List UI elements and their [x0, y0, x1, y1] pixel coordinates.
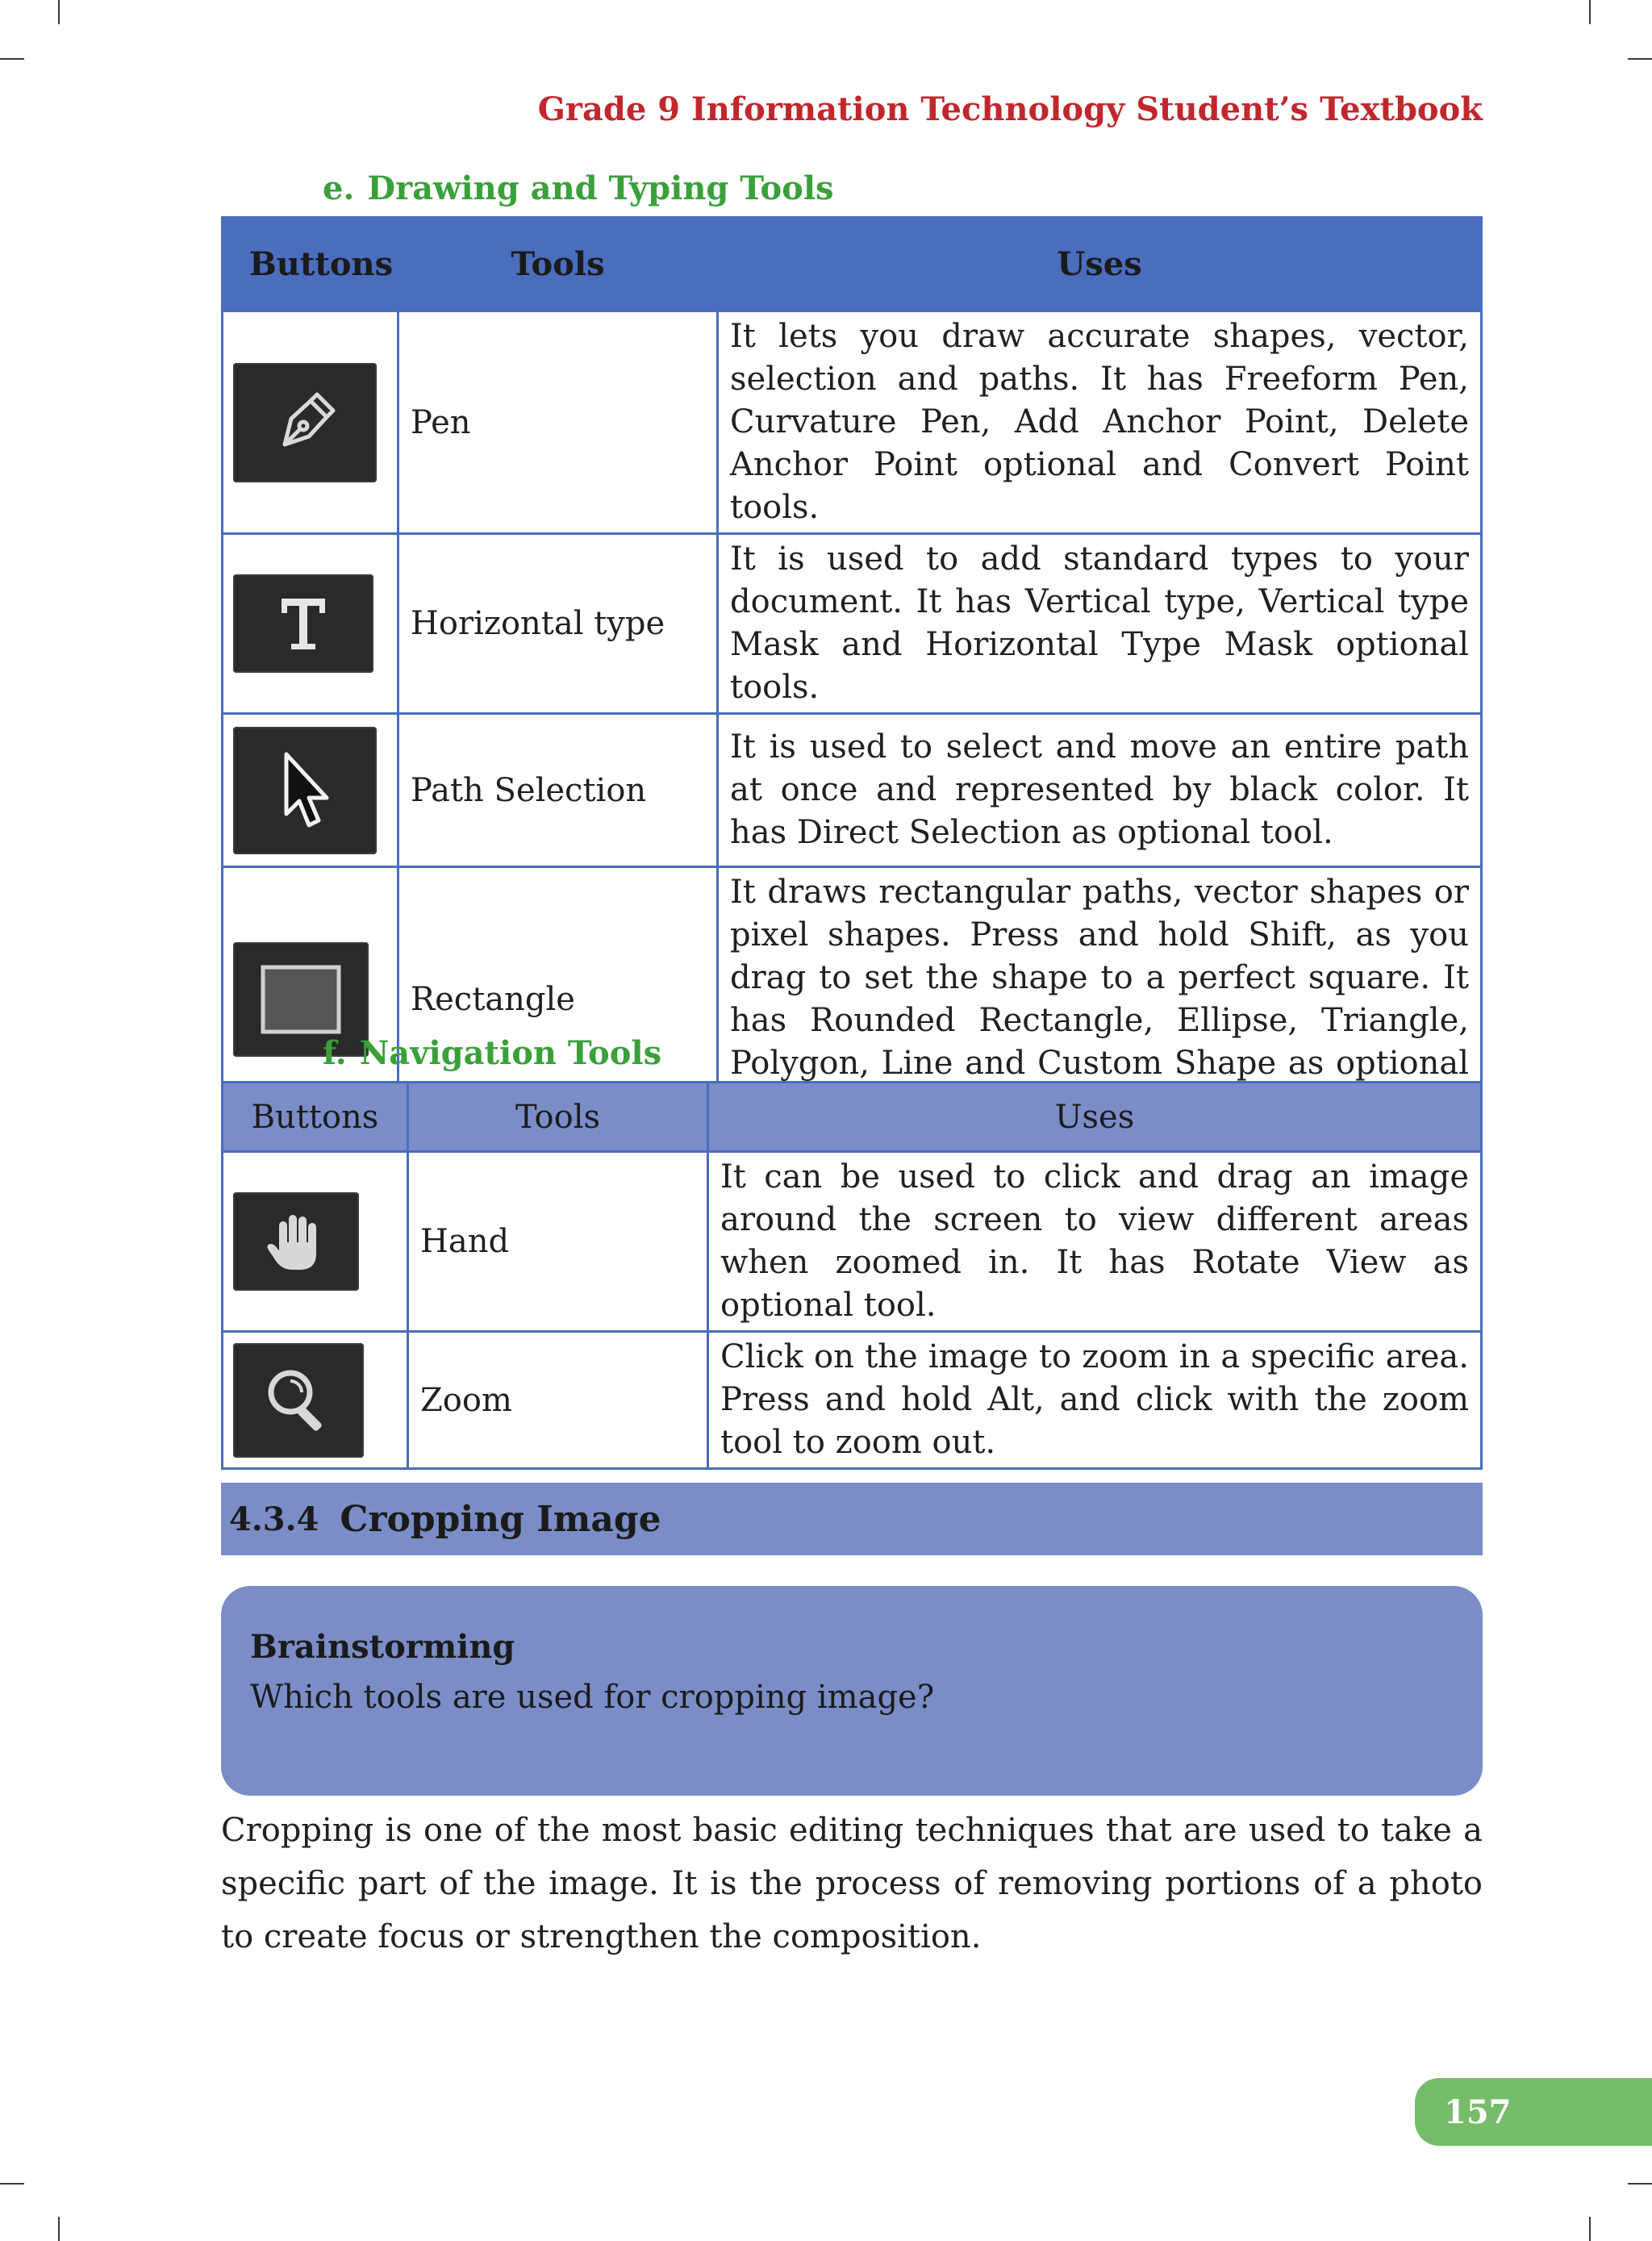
tool-name: Rectangle [398, 867, 718, 1133]
header-tools: Tools [408, 1083, 708, 1152]
table-row [223, 1332, 1482, 1469]
button-cell [223, 1332, 408, 1469]
tool-uses: It can be used to click and drag an image around the screen to view different areas when zoomed in. It has Rotate View as optional tool. [708, 1152, 1482, 1332]
brainstorming-title: Brainstorming [250, 1628, 515, 1666]
section-title: Navigation Tools [359, 1034, 662, 1072]
section-letter: f. [323, 1034, 347, 1072]
pen-tool-icon [233, 363, 377, 482]
table-header-row [223, 218, 1482, 311]
tool-name: Pen [398, 311, 718, 534]
tool-uses: It is used to select and move an entire path at once and represented by black color. It has Direct Selection as optional tool. [718, 714, 1482, 867]
tool-name: Path Selection [398, 714, 718, 867]
header-uses: Uses [718, 218, 1482, 311]
table-row [223, 311, 1482, 534]
tool-name: Zoom [408, 1332, 708, 1469]
section-title: Drawing and Typing Tools [367, 169, 834, 207]
page-number: 157 [1415, 2078, 1652, 2146]
crop-mark [1589, 0, 1591, 24]
crop-mark [1628, 58, 1652, 60]
path-selection-icon [233, 727, 377, 854]
section-letter: e. [323, 169, 355, 207]
button-cell [223, 714, 398, 867]
tool-uses: It draws rectangular paths, vector shapes or pixel shapes. Press and hold Shift, as you drag to set the shape to a perfect square. It has Rounded Rectangle, Ellipse, Triangle, Polygon, Line and Custom Shape as optional [718, 867, 1482, 1133]
header-tools: Tools [398, 218, 718, 311]
crop-mark [0, 58, 24, 60]
subsection-number: 4.3.4 [229, 1500, 319, 1538]
crop-mark [58, 2217, 60, 2241]
zoom-tool-icon [233, 1343, 364, 1458]
header-uses: Uses [708, 1083, 1482, 1152]
table-header-row [223, 1083, 1482, 1152]
tool-name: Hand [408, 1152, 708, 1332]
crop-mark [58, 0, 60, 24]
drawing-tools-heading [323, 169, 834, 207]
body-paragraph: Cropping is one of the most basic editing techniques that are used to take a specific part of the image. It is the process of removing portions of a photo to create focus or strengthen the composition. [221, 1812, 1483, 1955]
tool-name: Horizontal type [398, 534, 718, 714]
tool-uses: It is used to add standard types to your document. It has Vertical type, Vertical type Mask and Horizontal Type Mask optional tools. [718, 534, 1482, 714]
crop-mark [1628, 2183, 1652, 2185]
subsection-title: Cropping Image [340, 1498, 661, 1540]
subsection-heading [221, 1483, 1483, 1555]
table-row [223, 714, 1482, 867]
table-row [223, 1152, 1482, 1332]
brainstorming-question: Which tools are used for cropping image? [250, 1679, 935, 1716]
tool-uses: Click on the image to zoom in a specific area. Press and hold Alt, and click with the zoom tool to zoom out. [708, 1332, 1482, 1469]
hand-tool-icon [233, 1192, 359, 1291]
header-buttons: Buttons [223, 1083, 408, 1152]
crop-mark [0, 2183, 24, 2185]
tool-uses: It lets you draw accurate shapes, vector, selection and paths. It has Freeform Pen, Curvature Pen, Add Anchor Point, Delete Anchor Point optional and Convert Point tools. [718, 311, 1482, 534]
brainstorming-box [221, 1586, 1483, 1796]
button-cell [223, 534, 398, 714]
type-tool-icon [233, 574, 373, 673]
running-head: Grade 9 Information Technology Student’s Textbook [537, 90, 1483, 128]
navigation-tools-heading [323, 1034, 661, 1072]
header-buttons: Buttons [223, 218, 398, 311]
crop-mark [1589, 2217, 1591, 2241]
table-row [223, 534, 1482, 714]
navigation-tools-table [221, 1081, 1483, 1470]
button-cell [223, 311, 398, 534]
drawing-tools-table [221, 216, 1483, 1133]
button-cell [223, 1152, 408, 1332]
